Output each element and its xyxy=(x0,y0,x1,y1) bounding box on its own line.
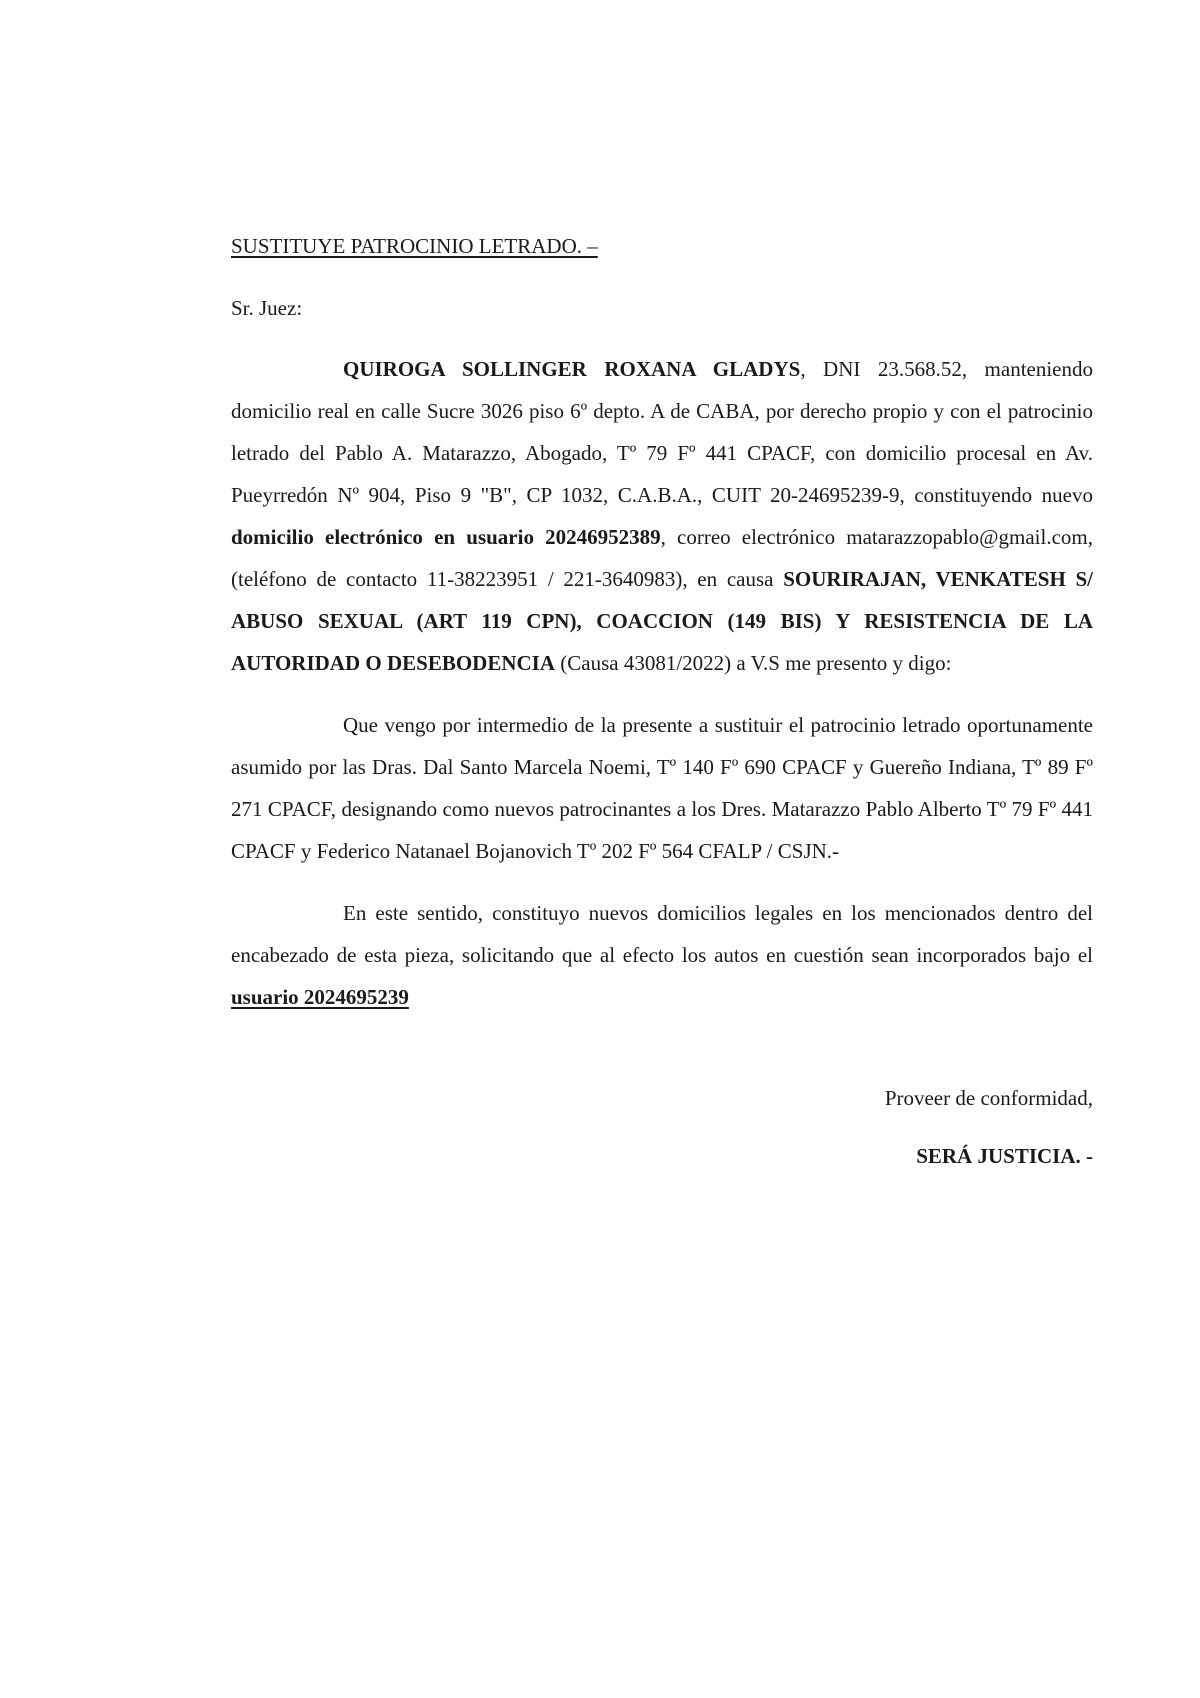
party-details: , DNI 23.568.52, manteniendo domicilio real en calle Sucre 3026 piso 6º depto. A de CABA, por derecho propio y con el patrocinio letrado del Pablo A. Matarazzo, Abogado, Tº 79 Fº 441 CPACF, con domicilio procesal en Av. Pueyrredón Nº 904, Piso 9 "B", CP 1032, C.A.B.A., CUIT 20-24695239-9, constituyendo nuevo xyxy=(231,357,1094,507)
closing-line: Proveer de conformidad, xyxy=(884,1086,1093,1110)
case-number: (Causa 43081/2022) a V.S me presento y digo: xyxy=(555,651,952,675)
document-title: SUSTITUYE PATROCINIO LETRADO. – xyxy=(231,234,598,258)
electronic-domicile: domicilio electrónico en usuario 20246952389 xyxy=(231,525,661,549)
paragraph-domiciles xyxy=(231,892,1093,1018)
paragraph-substitution: Que vengo por intermedio de la presente a sustituir el patrocinio letrado oportunamente asumido por las Dras. Dal Santo Marcela Noemi, Tº 140 Fº 690 CPACF y Guereño Indiana, Tº 89 Fº 271 CPACF, designando como nuevos patrocinantes a los Dres. Matarazzo Pablo Alberto Tº 79 Fº 441 CPACF y Federico Natanael Bojanovich Tº 202 Fº 564 CFALP / CSJN.- xyxy=(231,713,1093,863)
signature-line xyxy=(231,1136,1093,1176)
paragraph-presentation xyxy=(231,348,1093,684)
signature-text: SERÁ JUSTICIA. - xyxy=(916,1144,1093,1168)
user-number: usuario 2024695239 xyxy=(231,985,409,1009)
salutation: Sr. Juez: xyxy=(231,296,303,320)
domiciles-text: En este sentido, constituyo nuevos domicilios legales en los mencionados dentro del encabezado de esta pieza, solicitando que al efecto los autos en cuestión sean incorporados bajo el xyxy=(231,901,1093,967)
party-name: QUIROGA SOLLINGER ROXANA GLADYS xyxy=(343,357,801,381)
document-body xyxy=(231,226,1093,1176)
case-name: SOURIRAJAN, VENKATESH S/ ABUSO SEXUAL (ART 119 CPN), COACCION (149 BIS) Y RESISTENCIA DE LA AUTORIDAD O DESEBODENCIA xyxy=(231,567,1093,675)
contact-details: , correo electrónico matarazzopablo@gmail.com, (teléfono de contacto 11-38223951 / 221-3640983), en causa xyxy=(231,525,1093,591)
